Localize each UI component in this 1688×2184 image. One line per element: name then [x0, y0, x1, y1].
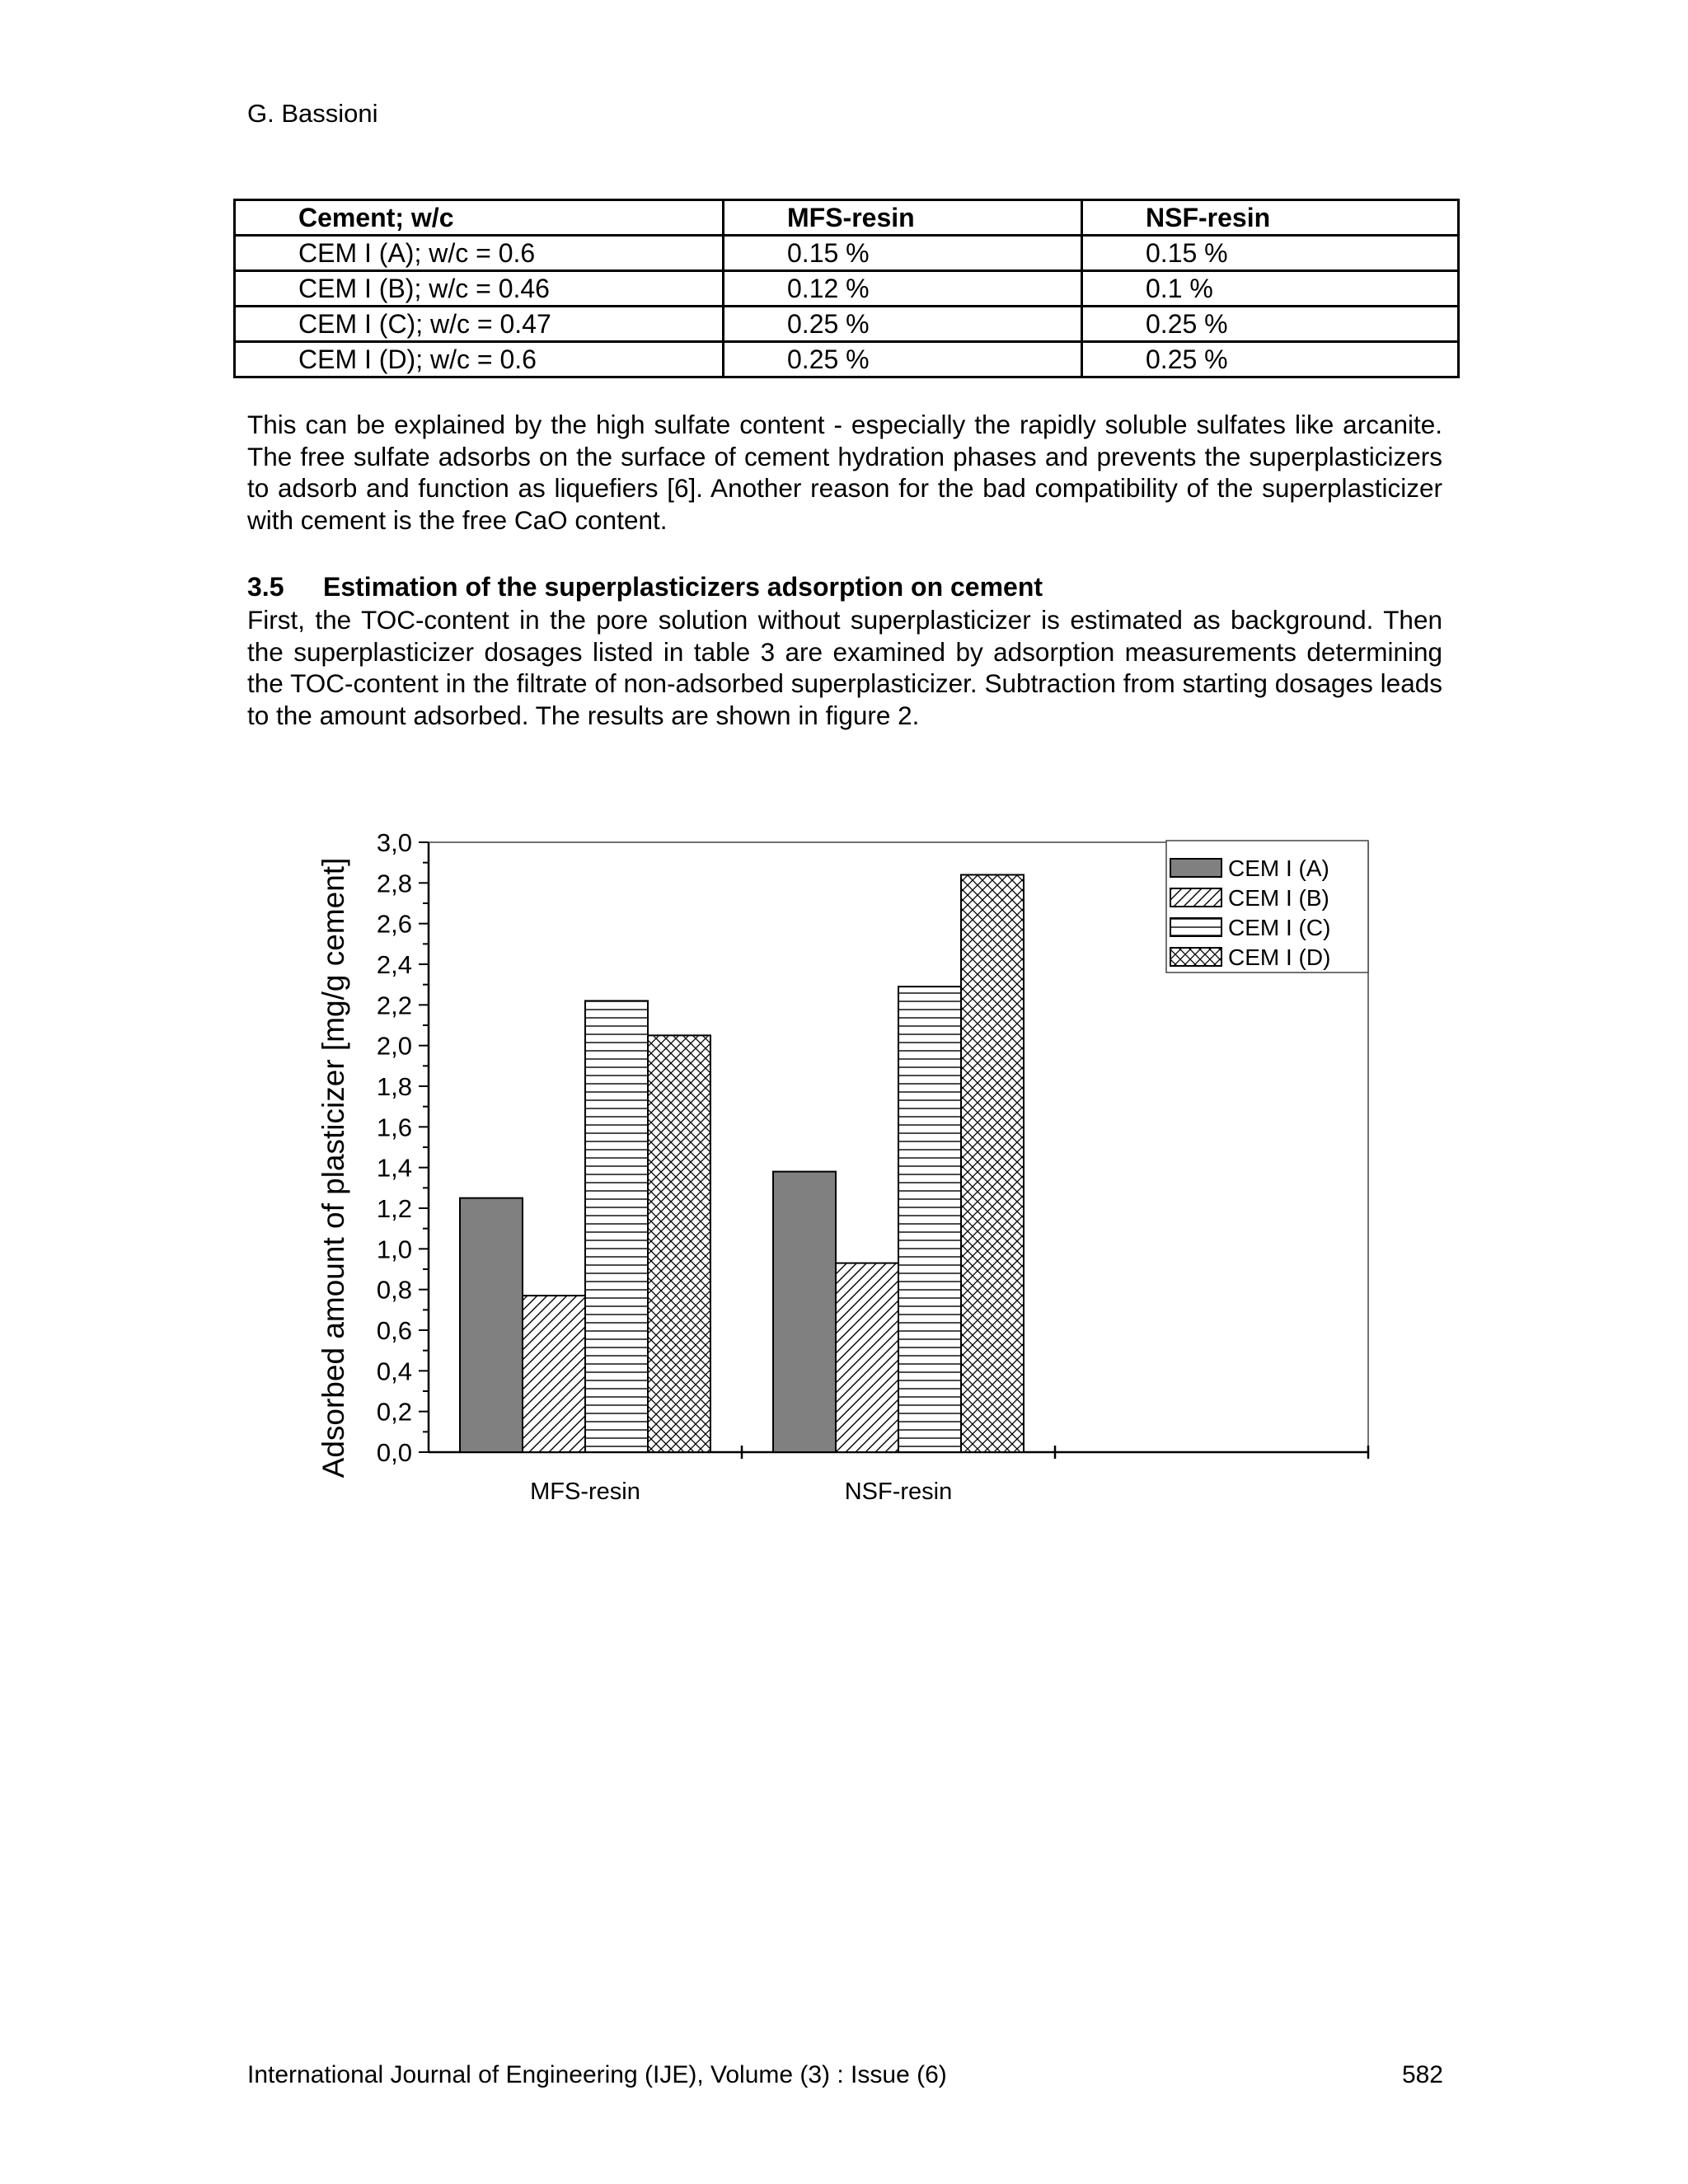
adsorption-bar-chart: [305, 816, 1401, 1541]
table-cell: CEM I (D); w/c = 0.6: [235, 342, 724, 377]
table-header-row: [235, 200, 1459, 236]
legend-swatch: [1170, 888, 1221, 907]
section-title: Estimation of the superplasticizers adsorption on cement: [323, 572, 1043, 602]
y-tick-label: 0,0: [376, 1438, 412, 1467]
table-cell: 0.25 %: [1082, 307, 1459, 342]
paragraph-adsorption-method: First, the TOC-content in the pore solution without superplasticizer is estimated as background. Then the superplasticizer dosages listed in table 3 are examined by adsorption measurements determining the TOC-content in the filtrate of non-adsorbed superplasticizer. Subtraction from starting dosages leads to the amount adsorbed. The results are shown in figure 2.: [247, 605, 1442, 730]
running-header-author: G. Bassioni: [247, 99, 378, 128]
y-axis-label: Adsorbed amount of plasticizer [mg/g cement]: [316, 857, 350, 1479]
y-tick-label: 1,6: [376, 1113, 412, 1142]
table-cell: CEM I (C); w/c = 0.47: [235, 307, 724, 342]
table-cell: CEM I (B); w/c = 0.46: [235, 271, 724, 307]
table-cell: 0.15 %: [1082, 236, 1459, 271]
y-tick-label: 2,4: [376, 950, 412, 979]
y-tick-label: 0,8: [376, 1275, 412, 1305]
y-tick-label: 0,2: [376, 1397, 412, 1427]
legend-swatch: [1170, 948, 1221, 966]
table-cell: 0.25 %: [724, 342, 1082, 377]
y-tick-label: 2,0: [376, 1031, 412, 1061]
table-header-cell: Cement; w/c: [235, 200, 724, 236]
legend-entry-label: CEM I (D): [1228, 944, 1331, 970]
bar-nsf-series-2: [898, 987, 961, 1452]
table-row: [235, 271, 1459, 307]
y-tick-label: 1,0: [376, 1235, 412, 1264]
legend-entry-label: CEM I (B): [1228, 885, 1329, 911]
x-category-label: MFS-resin: [530, 1479, 640, 1505]
bar-mfs-series-2: [585, 1001, 648, 1452]
y-tick-label: 1,2: [376, 1194, 412, 1223]
table-cell: 0.12 %: [724, 271, 1082, 307]
legend-swatch: [1170, 859, 1221, 877]
table-cell: 0.1 %: [1082, 271, 1459, 307]
y-tick-label: 0,4: [376, 1357, 412, 1386]
bar-mfs-series-0: [460, 1198, 523, 1452]
bar-mfs-series-3: [648, 1035, 710, 1452]
y-tick-label: 2,6: [376, 909, 412, 939]
chart-svg: [305, 816, 1401, 1541]
section-heading: [247, 572, 1043, 602]
legend-swatch: [1170, 918, 1221, 936]
table-cell: CEM I (A); w/c = 0.6: [235, 236, 724, 271]
table-header-cell: MFS-resin: [724, 200, 1082, 236]
bar-nsf-series-0: [773, 1172, 836, 1452]
legend-entry-label: CEM I (C): [1228, 915, 1331, 940]
table-row: [235, 236, 1459, 271]
bar-nsf-series-3: [961, 874, 1024, 1452]
table-cell: 0.15 %: [724, 236, 1082, 271]
bar-mfs-series-1: [523, 1296, 585, 1452]
table-row: [235, 307, 1459, 342]
y-tick-label: 3,0: [376, 828, 412, 857]
dosage-table: [233, 199, 1460, 378]
table-cell: 0.25 %: [724, 307, 1082, 342]
table-cell: 0.25 %: [1082, 342, 1459, 377]
x-category-label: NSF-resin: [844, 1479, 953, 1505]
y-tick-label: 2,2: [376, 991, 412, 1020]
bar-nsf-series-1: [836, 1263, 898, 1452]
footer-journal: International Journal of Engineering (IJE), Volume (3) : Issue (6): [247, 2061, 947, 2088]
table-row: [235, 342, 1459, 377]
paragraph-sulfate-explanation: This can be explained by the high sulfate content - especially the rapidly soluble sulfates like arcanite. The free sulfate adsorbs on the surface of cement hydration phases and prevents the superplasticizers to adsorb and function as liquefiers [6]. Another reason for the bad compatibility of the superplasticizer with cement is the free CaO content.: [247, 410, 1442, 535]
y-tick-label: 2,8: [376, 869, 412, 898]
section-number: 3.5: [247, 572, 284, 602]
y-tick-label: 1,8: [376, 1072, 412, 1101]
footer-page-number: 582: [1401, 2061, 1443, 2088]
table-header-cell: NSF-resin: [1082, 200, 1459, 236]
legend-entry-label: CEM I (A): [1228, 855, 1329, 881]
y-tick-label: 1,4: [376, 1153, 412, 1183]
y-tick-label: 0,6: [376, 1316, 412, 1345]
